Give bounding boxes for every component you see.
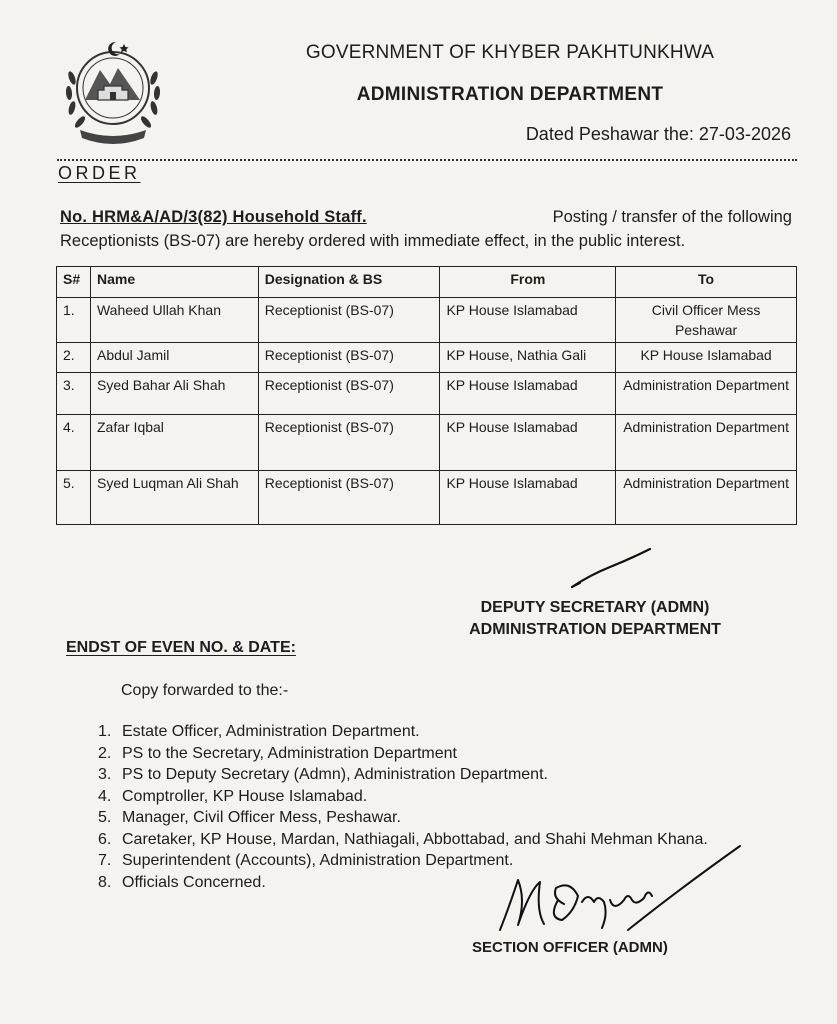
cell-to: Administration Department — [616, 471, 797, 525]
cell-name: Syed Bahar Ali Shah — [90, 373, 258, 415]
staff-transfer-table — [56, 266, 797, 525]
cell-from: KP House, Nathia Gali — [440, 343, 616, 373]
list-number: 3. — [98, 766, 112, 783]
cell-sno: 1. — [57, 298, 91, 343]
header-from: From — [440, 267, 616, 298]
header-designation: Designation & BS — [258, 267, 440, 298]
order-paragraph — [60, 205, 792, 253]
cell-sno: 5. — [57, 471, 91, 525]
cell-sno: 4. — [57, 415, 91, 471]
cell-sno: 2. — [57, 343, 91, 373]
cell-from: KP House Islamabad — [440, 373, 616, 415]
list-item — [98, 721, 708, 743]
list-item — [98, 807, 708, 829]
list-text: Manager, Civil Officer Mess, Peshawar. — [122, 809, 401, 826]
cell-designation: Receptionist (BS-07) — [258, 415, 440, 471]
cell-name: Syed Luqman Ali Shah — [90, 471, 258, 525]
cell-to: Administration Department — [616, 373, 797, 415]
deputy-secretary-signature — [560, 545, 660, 595]
list-text: PS to Deputy Secretary (Admn), Administration Department. — [122, 766, 548, 783]
cell-designation: Receptionist (BS-07) — [258, 471, 440, 525]
table-row — [57, 471, 797, 525]
section-officer-title: SECTION OFFICER (ADMN) — [472, 939, 668, 956]
section-officer-signature — [478, 840, 758, 950]
cell-name: Abdul Jamil — [90, 343, 258, 373]
copy-forwarded-line: Copy forwarded to the:- — [121, 682, 289, 699]
list-number: 8. — [98, 873, 112, 891]
deputy-secretary-block — [440, 597, 750, 641]
list-item — [98, 764, 708, 786]
kp-emblem-logo — [58, 38, 168, 148]
list-number: 7. — [98, 852, 112, 869]
department-name: ADMINISTRATION DEPARTMENT — [356, 84, 664, 105]
cell-name: Waheed Ullah Khan — [90, 298, 258, 343]
cell-sno: 3. — [57, 373, 91, 415]
order-date: Dated Peshawar the: 27-03-2026 — [525, 124, 791, 144]
list-text: Comptroller, KP House Islamabad. — [122, 787, 368, 805]
list-text: Estate Officer, Administration Department. — [122, 723, 420, 740]
table-row — [57, 373, 797, 415]
cell-from: KP House Islamabad — [440, 415, 616, 471]
order-text-part2: Receptionists (BS-07) are hereby ordered with immediate effect, in the public interest. — [60, 232, 686, 250]
cell-to: KP House Islamabad — [616, 343, 797, 373]
list-number: 4. — [98, 787, 112, 805]
dotted-divider — [57, 159, 797, 161]
cell-designation: Receptionist (BS-07) — [258, 298, 440, 343]
cell-designation: Receptionist (BS-07) — [258, 373, 440, 415]
order-title: ORDER — [58, 163, 141, 183]
table-row — [57, 343, 797, 373]
header-sno: S# — [57, 267, 91, 298]
cell-from: KP House Islamabad — [440, 298, 616, 343]
order-reference: No. HRM&A/AD/3(82) Household Staff. — [60, 208, 367, 226]
cell-to: Administration Department — [616, 415, 797, 471]
cell-designation: Receptionist (BS-07) — [258, 343, 440, 373]
table-row — [57, 298, 797, 343]
list-number: 5. — [98, 809, 112, 826]
list-text: Caretaker, KP House, Mardan, Nathiagali, Abbottabad, and Shahi Mehman Khana. — [122, 830, 708, 848]
list-number: 1. — [98, 723, 112, 740]
header-to: To — [616, 267, 797, 298]
list-item — [98, 786, 708, 808]
cell-name: Zafar Iqbal — [90, 415, 258, 471]
list-number: 6. — [98, 830, 112, 848]
list-text: Superintendent (Accounts), Administration Department. — [122, 852, 514, 869]
header-name: Name — [90, 267, 258, 298]
table-row — [57, 415, 797, 471]
cell-from: KP House Islamabad — [440, 471, 616, 525]
list-number: 2. — [98, 744, 112, 762]
list-text: Officials Concerned. — [122, 873, 266, 891]
deputy-secretary-title: DEPUTY SECRETARY (ADMN) — [480, 599, 710, 616]
government-name: GOVERNMENT OF KHYBER PAKHTUNKHWA — [305, 42, 715, 63]
order-text-part1: Posting / transfer of the following — [552, 208, 792, 226]
deputy-secretary-department: ADMINISTRATION DEPARTMENT — [469, 621, 721, 638]
table-header-row — [57, 267, 797, 298]
endorsement-title: ENDST OF EVEN NO. & DATE: — [66, 639, 296, 656]
cell-to: Civil Officer Mess Peshawar — [616, 298, 797, 343]
list-text: PS to the Secretary, Administration Department — [122, 744, 457, 762]
list-item — [98, 743, 708, 765]
